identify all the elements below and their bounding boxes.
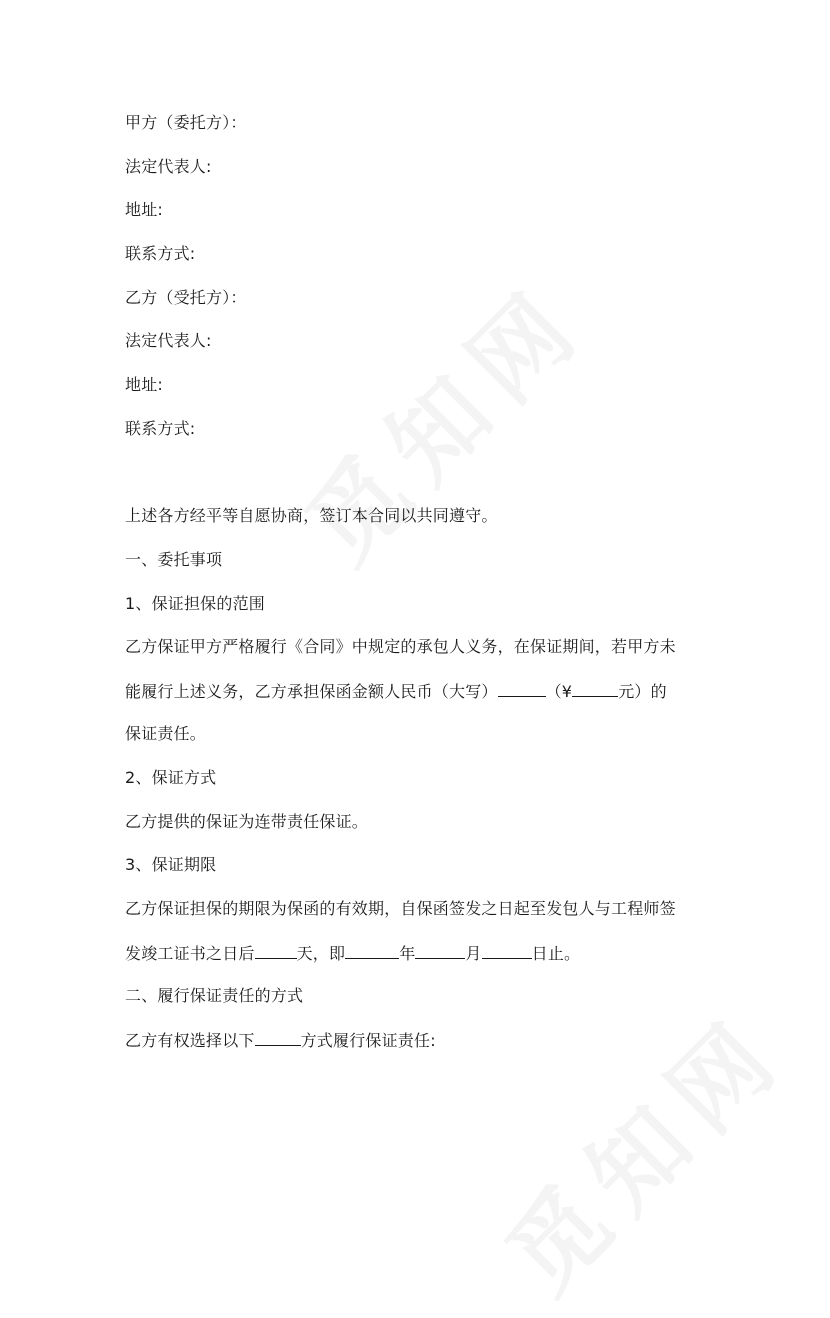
year-blank <box>345 942 399 959</box>
item-1-heading: 1、保证担保的范围 <box>125 594 265 613</box>
method-blank <box>255 1029 301 1046</box>
item-3-line-2-text-e: 日止。 <box>531 944 581 963</box>
section-2-line-1-text-a: 乙方有权选择以下 <box>125 1031 255 1050</box>
party-b-title: 乙方（受托方）： <box>125 288 247 307</box>
party-b-contact: 联系方式: <box>125 419 196 438</box>
party-b-address: 地址: <box>125 375 163 394</box>
section-2-heading: 二、履行保证责任的方式 <box>125 986 304 1005</box>
days-blank <box>255 942 297 959</box>
party-b-representative: 法定代表人: <box>125 331 212 350</box>
item-1-line-1: 乙方保证甲方严格履行《合同》中规定的承包人义务，在保证期间，若甲方未 <box>125 637 676 656</box>
item-2-heading: 2、保证方式 <box>125 768 217 787</box>
item-3-line-2-text-d: 月 <box>465 944 482 963</box>
intro-paragraph: 上述各方经平等自愿协商，签订本合同以共同遵守。 <box>125 506 498 525</box>
item-3-line-2-text-b: 天，即 <box>296 944 346 963</box>
section-1-heading: 一、委托事项 <box>125 550 223 569</box>
month-blank <box>415 942 465 959</box>
item-2-text: 乙方提供的保证为连带责任保证。 <box>125 812 369 831</box>
item-1-line-2-text-a: 能履行上述义务，乙方承担保函金额人民币（大写） <box>125 682 498 701</box>
item-3-line-2-text-a: 发竣工证书之日后 <box>125 944 255 963</box>
section-2-line-1-text-b: 方式履行保证责任: <box>300 1031 436 1050</box>
item-3-line-2-text-c: 年 <box>399 944 416 963</box>
watermark <box>272 249 611 588</box>
watermark <box>472 979 811 1318</box>
item-1-line-3: 保证责任。 <box>125 724 207 743</box>
item-3-heading: 3、保证期限 <box>125 855 217 874</box>
day-blank <box>482 942 532 959</box>
item-3-line-1: 乙方保证担保的期限为保函的有效期，自保函签发之日起至发包人与工程师签 <box>125 899 676 918</box>
item-3-line-2 <box>125 942 580 965</box>
party-a-address: 地址: <box>125 200 163 219</box>
party-a-title: 甲方（委托方）： <box>125 113 247 132</box>
party-a-contact: 联系方式: <box>125 244 196 263</box>
item-1-line-2-text-c: 元）的 <box>618 682 667 701</box>
item-1-line-2 <box>125 680 667 703</box>
amount-uppercase-blank <box>498 680 546 697</box>
amount-number-blank <box>572 680 618 697</box>
item-1-line-2-text-b: （¥ <box>545 682 573 701</box>
party-a-representative: 法定代表人: <box>125 157 212 176</box>
section-2-line-1 <box>125 1029 436 1052</box>
